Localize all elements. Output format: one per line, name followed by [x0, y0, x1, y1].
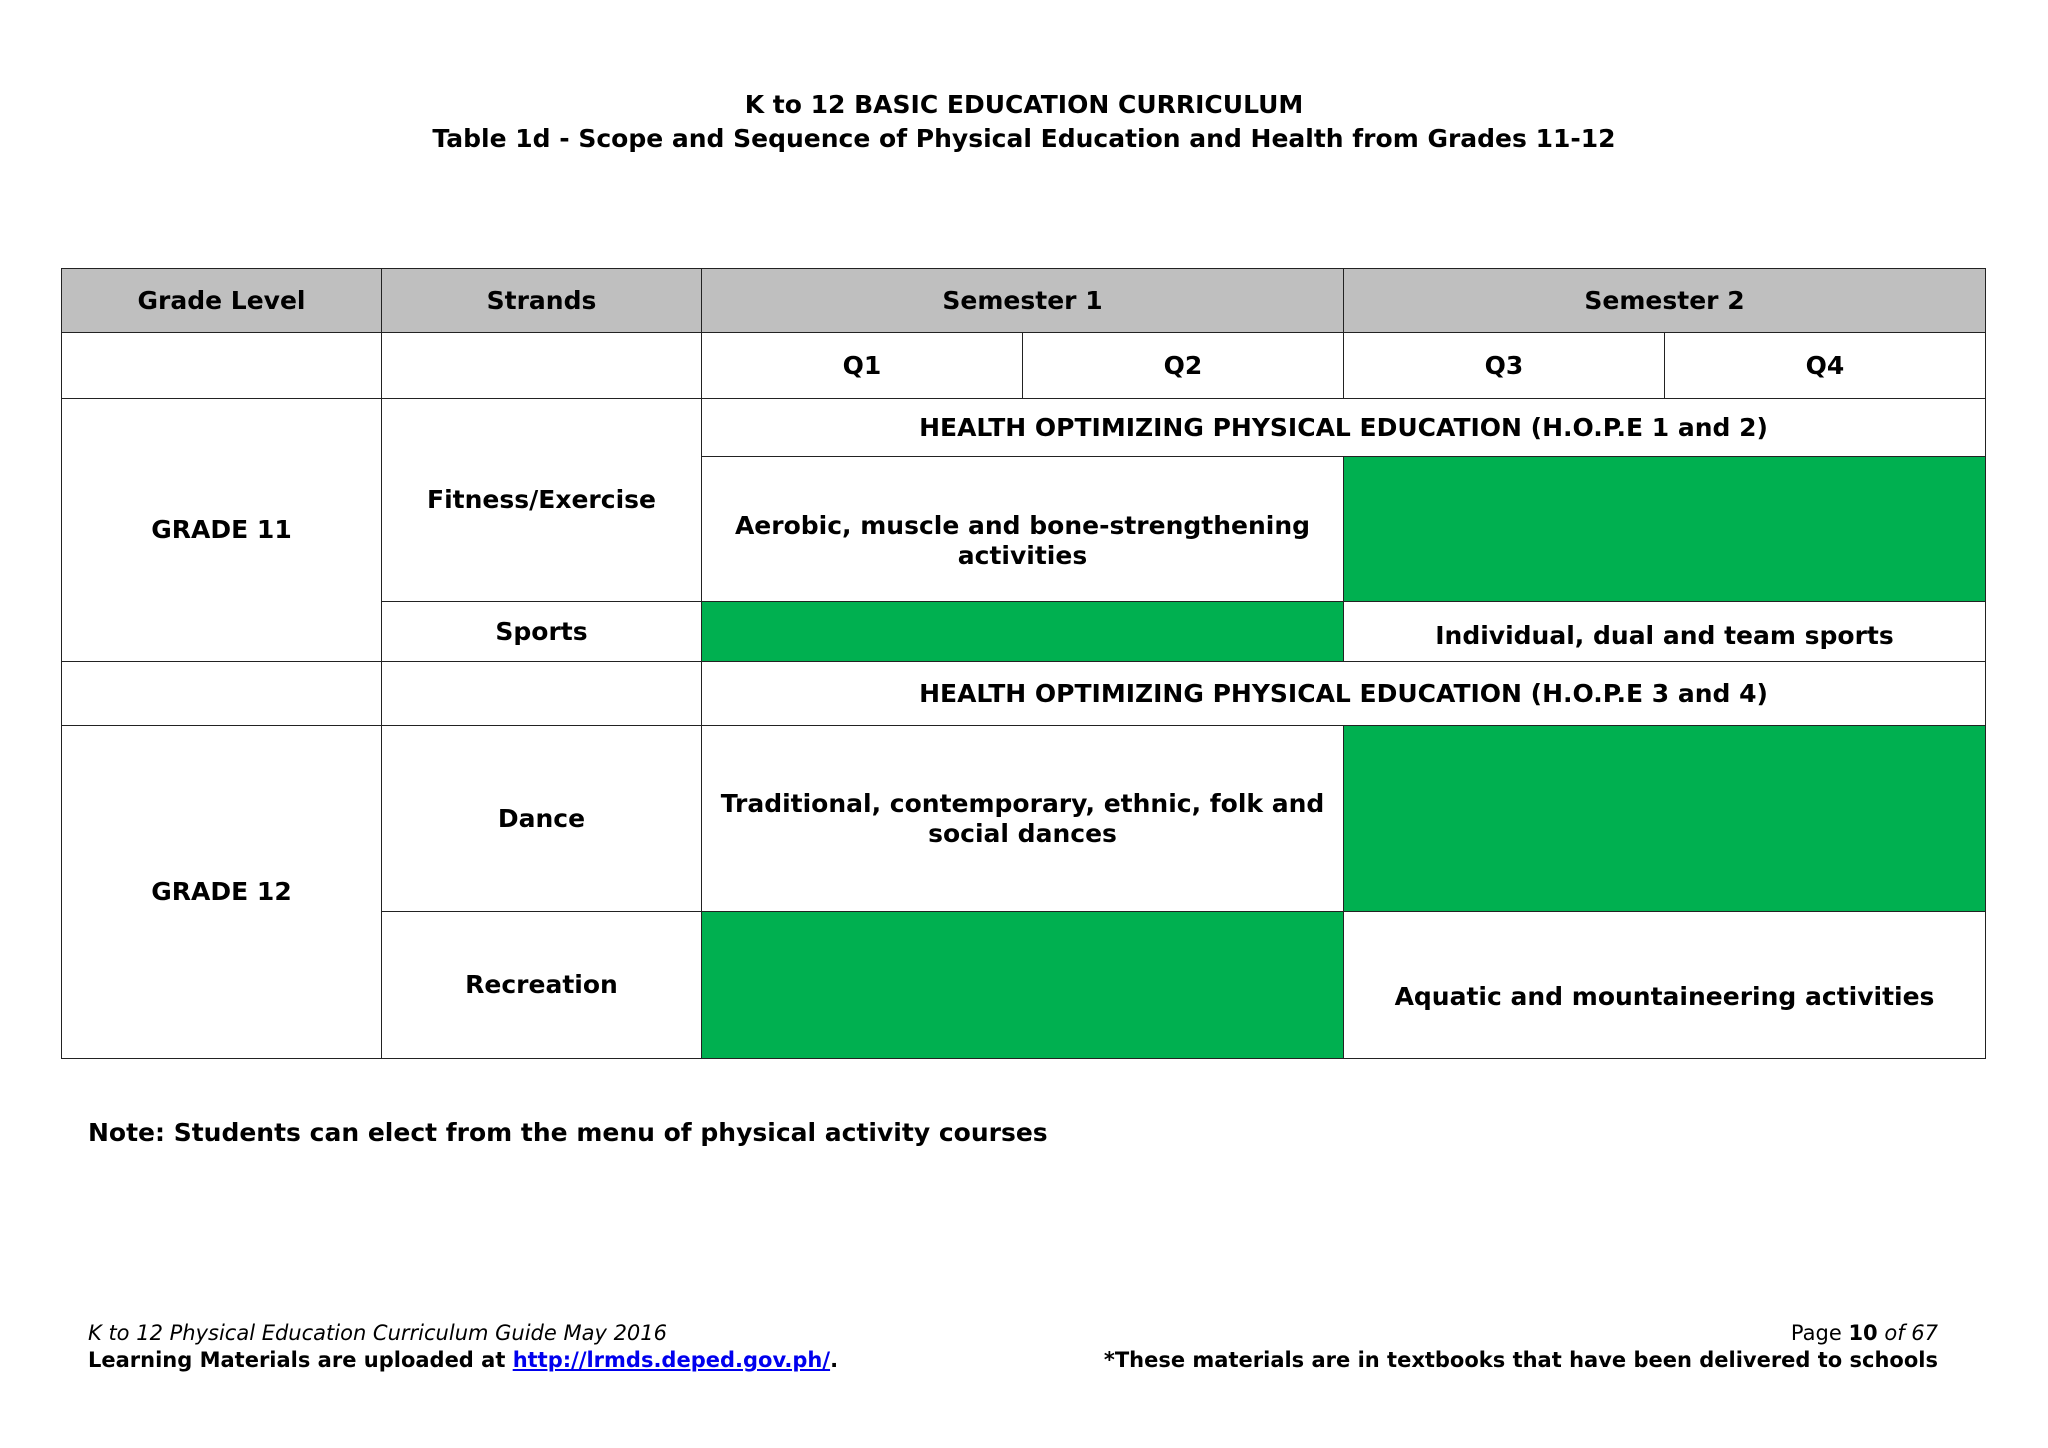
- page-number: 10: [1848, 1321, 1878, 1345]
- quarter-row: [62, 333, 1986, 399]
- document-header: [0, 88, 2048, 156]
- strand-recreation: Recreation: [382, 912, 702, 1059]
- grade-11-label: GRADE 11: [62, 399, 382, 662]
- header-semester-2: Semester 2: [1344, 269, 1986, 333]
- scope-sequence-table: [61, 268, 1986, 1059]
- semester1-recreation-highlight: [702, 912, 1344, 1059]
- upload-suffix: .: [830, 1348, 839, 1372]
- grade12-dance-row: [62, 726, 1986, 912]
- upload-prefix: Learning Materials are uploaded at: [88, 1348, 513, 1372]
- quarter-q3: Q3: [1344, 333, 1665, 399]
- footer-right: [1104, 1320, 1938, 1374]
- empty-cell: [62, 333, 382, 399]
- table-header-row: [62, 269, 1986, 333]
- header-grade-level: Grade Level: [62, 269, 382, 333]
- empty-cell: [62, 662, 382, 726]
- empty-cell: [382, 333, 702, 399]
- strand-sports: Sports: [382, 602, 702, 662]
- quarter-q1: Q1: [702, 333, 1023, 399]
- lrmds-link[interactable]: http://lrmds.deped.gov.ph/: [512, 1348, 831, 1372]
- header-strands: Strands: [382, 269, 702, 333]
- semester1-sports-highlight: [702, 602, 1344, 662]
- grade12-title-row: [62, 662, 1986, 726]
- upload-notice: [88, 1347, 838, 1374]
- semester2-dance-highlight: [1344, 726, 1986, 912]
- empty-cell: [382, 662, 702, 726]
- dance-content: Traditional, contemporary, ethnic, folk and social dances: [702, 726, 1344, 912]
- page-indicator: [1104, 1320, 1938, 1347]
- footnote: Note: Students can elect from the menu of physical activity courses: [88, 1118, 1048, 1147]
- strand-fitness-exercise: Fitness/Exercise: [382, 399, 702, 602]
- quarter-q4: Q4: [1665, 333, 1986, 399]
- page-total: of 67: [1877, 1321, 1938, 1345]
- grade-12-label: GRADE 12: [62, 726, 382, 1059]
- page-prefix: Page: [1790, 1321, 1849, 1345]
- table-caption: Table 1d - Scope and Sequence of Physical Education and Health from Grades 11-12: [432, 124, 1616, 153]
- footer-left: [88, 1320, 838, 1374]
- strand-dance: Dance: [382, 726, 702, 912]
- document-title: K to 12 BASIC EDUCATION CURRICULUM: [744, 90, 1304, 119]
- grade11-title-row: [62, 399, 1986, 457]
- recreation-content: Aquatic and mountaineering activities: [1344, 912, 1986, 1059]
- hope-3-4-title: HEALTH OPTIMIZING PHYSICAL EDUCATION (H.O.P.E 3 and 4): [702, 662, 1986, 726]
- header-semester-1: Semester 1: [702, 269, 1344, 333]
- textbook-notice: *These materials are in textbooks that have been delivered to schools: [1103, 1348, 1938, 1372]
- quarter-q2: Q2: [1023, 333, 1344, 399]
- semester2-fitness-highlight: [1344, 457, 1986, 602]
- curriculum-guide-label: K to 12 Physical Education Curriculum Guide May 2016: [88, 1321, 668, 1345]
- sports-content: Individual, dual and team sports: [1344, 602, 1986, 662]
- fitness-content: Aerobic, muscle and bone-strengthening activities: [702, 457, 1344, 602]
- hope-1-2-title: HEALTH OPTIMIZING PHYSICAL EDUCATION (H.O.P.E 1 and 2): [702, 399, 1986, 457]
